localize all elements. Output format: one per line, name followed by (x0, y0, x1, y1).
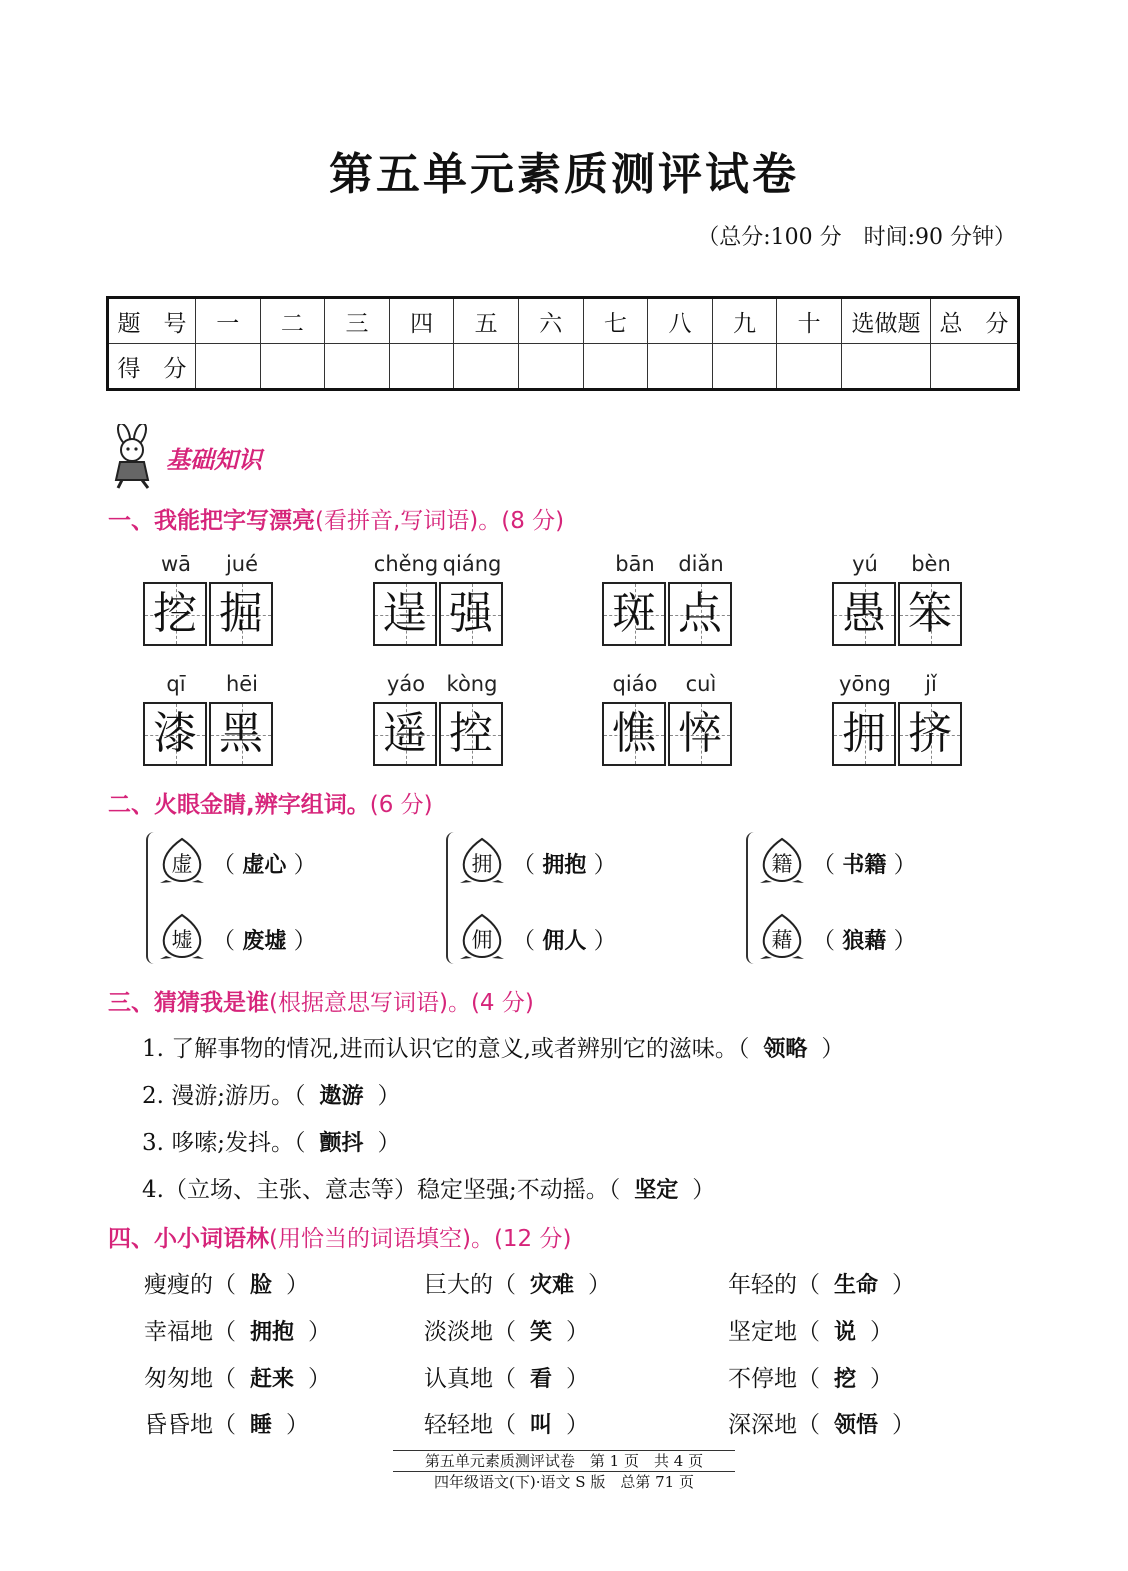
written-character: 憔 (612, 708, 656, 759)
tianzige-grid-cell[interactable] (602, 582, 666, 646)
answer-text: 生命 (834, 1273, 879, 1298)
score-cell[interactable] (777, 344, 842, 390)
answer-text: 颤抖 (319, 1131, 364, 1156)
q4-prompt: 坚定地（ (728, 1319, 820, 1345)
answer-text: 领悟 (834, 1413, 879, 1438)
header-cell: 总 分 (931, 298, 1019, 344)
header-cell: 七 (583, 298, 648, 344)
q3-item-text: 1. 了解事物的情况,进而认识它的意义,或者辨别它的滋味。（ (142, 1036, 750, 1062)
answer-slot[interactable] (212, 922, 317, 955)
written-character: 强 (449, 588, 493, 639)
score-cell[interactable] (260, 344, 325, 390)
q4-fill-item[interactable] (144, 1313, 331, 1346)
close-paren: ） (566, 1319, 590, 1345)
q3-item-text: 2. 漫游;游历。（ (142, 1083, 306, 1109)
written-character: 漆 (153, 708, 197, 759)
footer-line-2: 四年级语文(下)·语文 S 版 总第 71 页 (434, 1473, 694, 1491)
answer-text: 挖 (834, 1367, 857, 1392)
header-cell: 八 (648, 298, 713, 344)
q4-heading (108, 1220, 571, 1253)
written-character: 黑 (219, 708, 263, 759)
exam-meta: （总分:100 分 时间:90 分钟） (697, 225, 1016, 250)
q4-prompt: 年轻的（ (728, 1272, 820, 1298)
answer-slot[interactable] (212, 846, 317, 879)
close-paren: ） (870, 1319, 894, 1345)
answer-slot[interactable] (812, 846, 917, 879)
score-cell[interactable] (389, 344, 454, 390)
open-paren: （ (512, 852, 543, 878)
q4-fill-item[interactable] (728, 1266, 915, 1299)
brace-icon (746, 832, 758, 964)
close-paren: ） (586, 928, 617, 954)
score-cell[interactable] (196, 344, 261, 390)
q1-title: 一、我能把字写漂亮 (108, 508, 315, 534)
pinyin-label: wā (160, 552, 192, 576)
close-paren: ） (377, 1130, 401, 1156)
tianzige-grid-cell[interactable] (668, 702, 732, 766)
header-cell: 选做题 (842, 298, 931, 344)
q4-prompt: 淡淡地（ (424, 1319, 516, 1345)
q4-fill-item[interactable] (728, 1406, 915, 1439)
q4-prompt: 不停地（ (728, 1366, 820, 1392)
header-cell: 十 (777, 298, 842, 344)
open-paren: （ (212, 928, 243, 954)
header-cell: 一 (196, 298, 261, 344)
written-character: 拥 (842, 708, 886, 759)
header-cell: 三 (325, 298, 390, 344)
close-paren: ） (588, 1272, 612, 1298)
pinyin-label: diǎn (678, 552, 724, 576)
q4-title: 四、小小词语林 (108, 1226, 269, 1252)
q3-sub: (根据意思写词语)。(4 分) (269, 990, 534, 1016)
q4-prompt: 轻轻地（ (424, 1412, 516, 1438)
written-character: 笨 (908, 588, 952, 639)
q4-fill-item[interactable] (144, 1266, 309, 1299)
pinyin-label: qiáo (612, 672, 658, 696)
q4-prompt: 瘦瘦的（ (144, 1272, 236, 1298)
header-cell: 二 (260, 298, 325, 344)
pinyin-label: bèn (911, 552, 951, 576)
tianzige-grid-cell[interactable] (602, 702, 666, 766)
score-table-score-row (108, 344, 1019, 390)
close-paren: ） (586, 852, 617, 878)
close-paren: ） (886, 852, 917, 878)
written-character: 控 (449, 708, 493, 759)
open-paren: （ (512, 928, 543, 954)
answer-text: 废墟 (242, 929, 287, 954)
q4-fill-item[interactable] (728, 1313, 893, 1346)
answer-text: 书籍 (842, 853, 887, 878)
written-character: 遥 (383, 708, 427, 759)
close-paren: ） (692, 1177, 716, 1203)
written-character: 点 (678, 588, 722, 639)
score-label-cell: 得 分 (108, 344, 196, 390)
answer-text: 拥抱 (542, 853, 587, 878)
q3-item-text: 4.（立场、主张、意志等）稳定坚强;不动摇。（ (142, 1177, 621, 1203)
written-character: 挖 (153, 588, 197, 639)
pinyin-label: jǐ (925, 672, 937, 696)
pinyin-label: qiáng (442, 552, 502, 576)
score-cell[interactable] (931, 344, 1019, 390)
close-paren: ） (886, 928, 917, 954)
answer-text: 佣人 (542, 929, 587, 954)
tianzige-grid-cell[interactable] (439, 582, 503, 646)
close-paren: ） (286, 928, 317, 954)
q4-fill-item[interactable] (144, 1360, 331, 1393)
q2-title: 二、火眼金睛,辨字组词。 (108, 792, 370, 818)
q4-fill-item[interactable] (424, 1406, 589, 1439)
score-table (106, 296, 1020, 391)
q4-prompt: 昏昏地（ (144, 1412, 236, 1438)
q4-sub: (用恰当的词语填空)。(12 分) (269, 1226, 572, 1252)
peach-character: 墟 (171, 928, 193, 952)
answer-text: 叫 (530, 1413, 553, 1438)
q4-fill-item[interactable] (424, 1266, 611, 1299)
open-paren: （ (212, 852, 243, 878)
q4-fill-item[interactable] (144, 1406, 309, 1439)
close-paren: ） (566, 1412, 590, 1438)
written-character: 逞 (383, 588, 427, 639)
peach-character: 虚 (171, 852, 193, 876)
q3-item[interactable] (142, 1124, 401, 1157)
score-cell[interactable] (842, 344, 931, 390)
q3-item[interactable] (142, 1171, 715, 1204)
tianzige-grid-cell[interactable] (143, 582, 207, 646)
pinyin-label: jué (225, 552, 259, 576)
tianzige-grid-cell[interactable] (143, 702, 207, 766)
peach-character: 拥 (471, 852, 493, 876)
answer-text: 领略 (763, 1037, 808, 1062)
written-character: 挤 (908, 708, 952, 759)
close-paren: ） (286, 852, 317, 878)
close-paren: ） (286, 1412, 310, 1438)
close-paren: ） (308, 1319, 332, 1345)
q4-fill-item[interactable] (424, 1360, 589, 1393)
pinyin-label: cuì (685, 672, 717, 696)
q3-item-text: 3. 哆嗦;发抖。（ (142, 1130, 306, 1156)
tianzige-grid-cell[interactable] (832, 582, 896, 646)
tianzige-grid-cell[interactable] (832, 702, 896, 766)
score-cell[interactable] (583, 344, 648, 390)
close-paren: ） (286, 1272, 310, 1298)
tianzige-grid-cell[interactable] (209, 702, 273, 766)
score-cell[interactable] (712, 344, 777, 390)
q4-prompt: 认真地（ (424, 1366, 516, 1392)
q4-prompt: 匆匆地（ (144, 1366, 236, 1392)
pinyin-label: yú (852, 552, 878, 576)
answer-slot[interactable] (812, 922, 917, 955)
q1-sub: (看拼音,写词语)。(8 分) (315, 508, 565, 534)
answer-text: 遨游 (319, 1084, 364, 1109)
pinyin-label: yōng (839, 672, 891, 696)
q4-fill-item[interactable] (728, 1360, 893, 1393)
q4-prompt: 幸福地（ (144, 1319, 236, 1345)
open-paren: （ (812, 852, 843, 878)
brace-icon (446, 832, 458, 964)
q3-item[interactable] (142, 1077, 401, 1110)
peach-character: 籍 (771, 852, 793, 876)
tianzige-grid-cell[interactable] (373, 702, 437, 766)
close-paren: ） (892, 1272, 916, 1298)
pinyin-label: chěng (373, 552, 439, 576)
answer-text: 赶来 (250, 1367, 295, 1392)
answer-slot[interactable] (512, 922, 617, 955)
written-character: 掘 (219, 588, 263, 639)
header-cell: 题 号 (108, 298, 196, 344)
answer-text: 睡 (250, 1413, 273, 1438)
q3-heading (108, 984, 534, 1017)
rabbit-mascot-icon (104, 424, 162, 490)
footer-line-1: 第五单元素质测评试卷 第 1 页 共 4 页 (424, 1452, 704, 1470)
pinyin-label: yáo (386, 672, 426, 696)
written-character: 斑 (612, 588, 656, 639)
pinyin-label: bān (615, 552, 655, 576)
pinyin-label: kòng (446, 672, 498, 696)
brace-icon (146, 832, 158, 964)
tianzige-grid-cell[interactable] (668, 582, 732, 646)
answer-text: 狼藉 (842, 929, 887, 954)
answer-text: 看 (530, 1367, 553, 1392)
close-paren: ） (566, 1366, 590, 1392)
page-title: 第五单元素质测评试卷 (329, 149, 799, 200)
score-table-header-row (108, 298, 1019, 344)
header-cell: 四 (389, 298, 454, 344)
header-cell: 九 (712, 298, 777, 344)
q4-prompt: 巨大的（ (424, 1272, 516, 1298)
score-cell[interactable] (454, 344, 519, 390)
answer-text: 虚心 (242, 853, 287, 878)
answer-text: 说 (834, 1320, 857, 1345)
q4-fill-item[interactable] (424, 1313, 589, 1346)
pinyin-label: hēi (225, 672, 259, 696)
close-paren: ） (308, 1366, 332, 1392)
q2-heading (108, 786, 433, 819)
open-paren: （ (812, 928, 843, 954)
answer-text: 笑 (530, 1320, 553, 1345)
tianzige-grid-cell[interactable] (439, 702, 503, 766)
close-paren: ） (892, 1412, 916, 1438)
written-character: 愚 (842, 588, 886, 639)
tianzige-grid-cell[interactable] (898, 582, 962, 646)
q2-sub: (6 分) (369, 792, 433, 818)
answer-text: 坚定 (634, 1178, 679, 1203)
answer-text: 脸 (250, 1273, 273, 1298)
q3-title: 三、猜猜我是谁 (108, 990, 269, 1016)
q4-prompt: 深深地（ (728, 1412, 820, 1438)
header-cell: 五 (454, 298, 519, 344)
answer-text: 灾难 (530, 1273, 575, 1298)
close-paren: ） (870, 1366, 894, 1392)
pinyin-label: qī (166, 672, 186, 696)
close-paren: ） (377, 1083, 401, 1109)
tianzige-grid-cell[interactable] (373, 582, 437, 646)
score-cell[interactable] (325, 344, 390, 390)
peach-character: 藉 (771, 928, 793, 952)
answer-slot[interactable] (512, 846, 617, 879)
header-cell: 六 (518, 298, 583, 344)
answer-text: 拥抱 (250, 1320, 295, 1345)
tianzige-grid-cell[interactable] (209, 582, 273, 646)
written-character: 悴 (678, 708, 722, 759)
score-cell[interactable] (648, 344, 713, 390)
score-cell[interactable] (518, 344, 583, 390)
q1-heading (108, 502, 564, 535)
tianzige-grid-cell[interactable] (898, 702, 962, 766)
q3-item[interactable] (142, 1030, 844, 1063)
section-title: 基础知识 (166, 445, 262, 474)
peach-character: 佣 (471, 928, 493, 952)
close-paren: ） (821, 1036, 845, 1062)
